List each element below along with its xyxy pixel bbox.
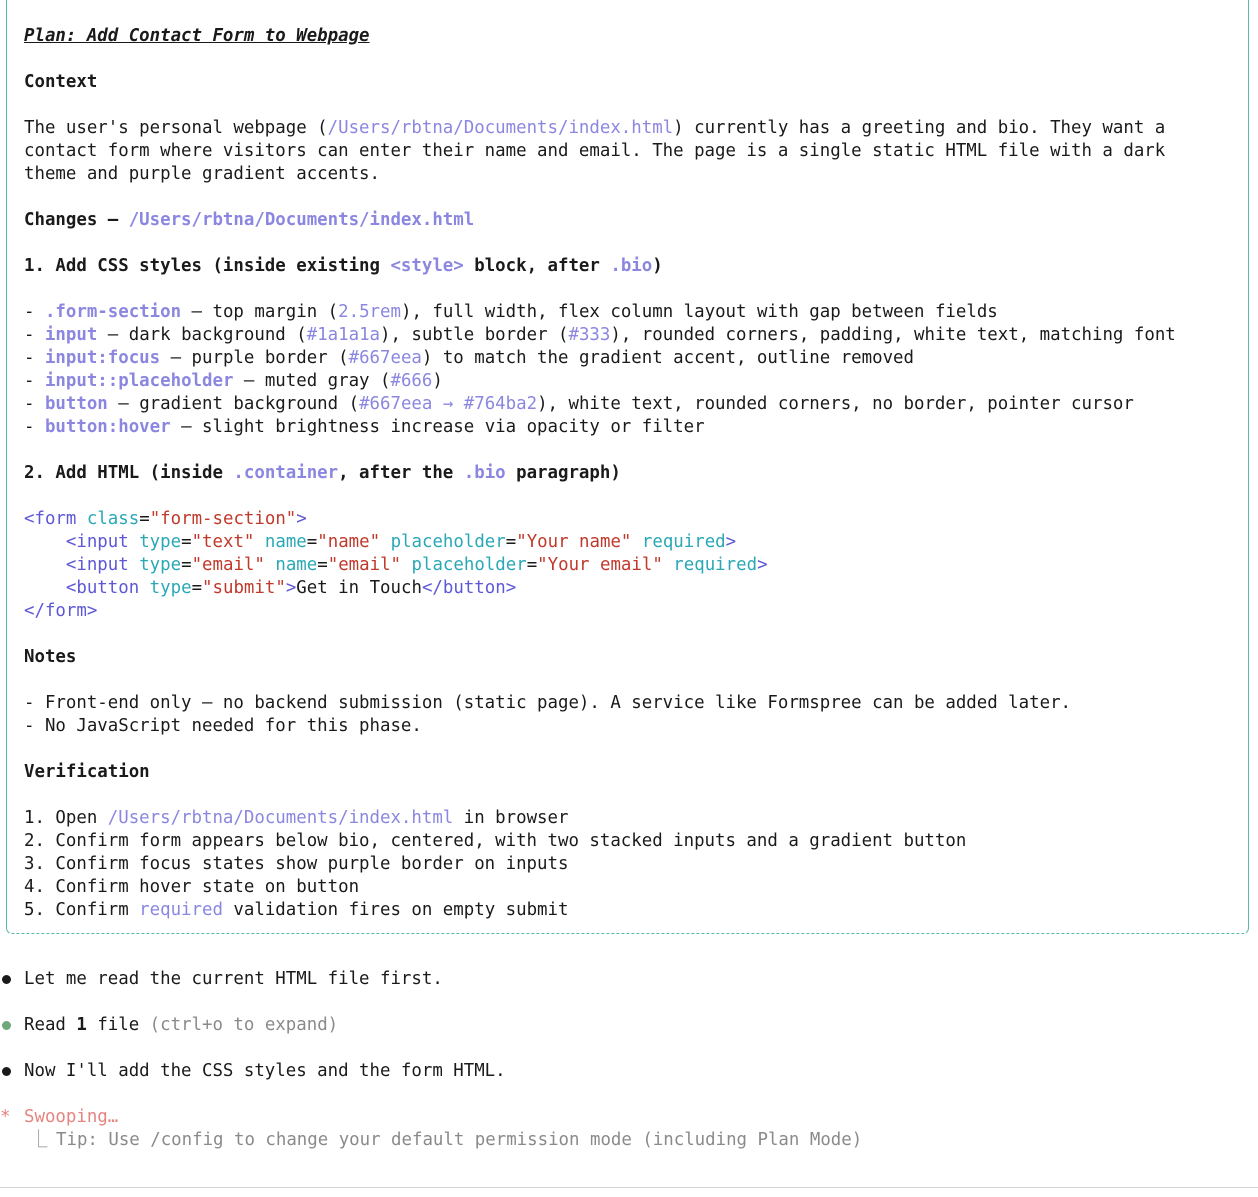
step1-code-bio: .bio (610, 256, 653, 276)
context-text: theme and purple gradient accents. (24, 164, 380, 184)
code-token (401, 555, 411, 575)
tip-text: Tip: Use /config to change your default permission mode (including Plan Mode) (56, 1130, 863, 1150)
tool-read-file[interactable] (24, 1014, 338, 1037)
code-token: "submit" (202, 578, 286, 598)
inline-code: #666 (390, 371, 433, 391)
inline-code: 2.5rem (338, 302, 401, 322)
rule-text: ), white text, rounded corners, no border, pointer cursor (537, 394, 1134, 414)
step2-text-b: , after the (338, 463, 464, 483)
code-token: "Your email" (537, 555, 663, 575)
rule-text: ), rounded corners, padding, white text, matching font (610, 325, 1176, 345)
verification-item (24, 876, 359, 899)
context-line (24, 163, 380, 186)
message-bullet-icon (2, 975, 11, 984)
code-token: required (673, 555, 758, 575)
code-token: </form> (24, 601, 98, 621)
step1-code-style: <style> (390, 256, 464, 276)
code-token: </button> (421, 578, 517, 598)
changes-path-link[interactable]: /Users/rbtna/Documents/index.html (128, 210, 475, 230)
verification-text: 4. Confirm hover state on button (24, 877, 360, 897)
css-rule-item (24, 324, 1176, 347)
step1-text-a: 1. Add CSS styles (inside existing (24, 256, 391, 276)
message-bullet-icon (2, 1067, 11, 1076)
css-selector: button:hover (44, 417, 171, 437)
code-token (663, 555, 673, 575)
plan-title: Plan: Add Contact Form to Webpage (24, 26, 370, 46)
code-token: > (285, 578, 297, 598)
css-rule-item (24, 301, 998, 324)
context-text: contact form where visitors can enter their name and email. The page is a single static HTML file with a dark (24, 141, 1166, 161)
note-text: - No JavaScript needed for this phase. (24, 716, 422, 736)
code-token: = (526, 555, 538, 575)
code-token (265, 555, 275, 575)
code-line (24, 577, 516, 600)
inline-code: #667eea → #764ba2 (359, 394, 538, 414)
changes-heading-label: Changes — (24, 210, 129, 230)
tool-success-bullet-icon (2, 1021, 11, 1030)
note-item (24, 692, 1071, 715)
context-text: The user's personal webpage ( (24, 118, 328, 138)
inline-code: #1a1a1a (306, 325, 381, 345)
rule-text: — top margin ( (181, 302, 339, 322)
rule-text: ) (432, 371, 443, 391)
rule-text: — slight brightness increase via opacity or filter (170, 417, 705, 437)
code-token (24, 532, 66, 552)
step2-heading (24, 462, 621, 485)
spinner-star-icon: * (0, 1107, 11, 1127)
step2-text-c: paragraph) (505, 463, 621, 483)
code-token: "email" (327, 555, 402, 575)
code-token: = (191, 578, 203, 598)
css-rule-item (24, 347, 914, 370)
code-token (631, 532, 641, 552)
code-token: name (275, 555, 318, 575)
css-selector: input::placeholder (44, 371, 234, 391)
code-line (24, 531, 736, 554)
list-dash: - (24, 348, 45, 368)
code-token: = (139, 509, 150, 529)
rule-text: — muted gray ( (233, 371, 391, 391)
step2-code-bio: .bio (463, 463, 506, 483)
verification-text: validation fires on empty submit (222, 900, 569, 920)
spinner-status: Swooping… (24, 1107, 119, 1127)
context-text: ) currently has a greeting and bio. They want a (673, 118, 1166, 138)
inline-code: #333 (568, 325, 611, 345)
inline-code: #667eea (348, 348, 422, 368)
css-rule-item (24, 370, 443, 393)
code-token: name (264, 532, 307, 552)
read-label: Read (24, 1015, 77, 1035)
expand-hint: (ctrl+o to expand) (149, 1015, 339, 1035)
code-token (129, 532, 139, 552)
read-count: 1 (76, 1015, 87, 1035)
code-token: "name" (317, 532, 381, 552)
verification-heading: Verification (24, 762, 150, 782)
rule-text: ), subtle border ( (380, 325, 569, 345)
inline-code[interactable]: /Users/rbtna/Documents/index.html (107, 808, 454, 828)
rule-text: — gradient background ( (107, 394, 360, 414)
code-token: type (139, 555, 182, 575)
list-dash: - (24, 325, 45, 345)
code-token: > (296, 509, 307, 529)
code-token: <button (65, 578, 140, 598)
rule-text: ) to match the gradient accent, outline removed (421, 348, 914, 368)
message-read-first: Let me read the current HTML file first. (24, 969, 443, 989)
code-token: > (757, 555, 768, 575)
css-rule-item (24, 393, 1134, 416)
code-token: = (317, 555, 328, 575)
verification-text: 2. Confirm form appears below bio, centered, with two stacked inputs and a gradient button (24, 831, 967, 851)
step1-text-c: ) (652, 256, 663, 276)
css-selector: .form-section (44, 302, 182, 322)
verification-item (24, 807, 568, 830)
code-token: = (181, 555, 192, 575)
verification-text: 5. Confirm (24, 900, 140, 920)
rule-text: ), full width, flex column layout with gap between fields (400, 302, 998, 322)
file-path-link[interactable]: /Users/rbtna/Documents/index.html (327, 118, 674, 138)
code-token: <input (65, 555, 129, 575)
code-token: placeholder (411, 555, 527, 575)
note-text: - Front-end only — no backend submission (static page). A service like Formspree can be added later. (24, 693, 1072, 713)
list-dash: - (24, 371, 45, 391)
code-token: class (86, 509, 140, 529)
message-now-add: Now I'll add the CSS styles and the form HTML. (24, 1061, 506, 1081)
verification-text: 1. Open (24, 808, 108, 828)
rule-text: — purple border ( (160, 348, 349, 368)
code-token (24, 555, 66, 575)
code-token (76, 509, 86, 529)
read-file-word: file (86, 1015, 150, 1035)
verification-item (24, 830, 966, 853)
context-line (24, 117, 1165, 140)
tip-corner-icon: ⎿ (30, 1130, 48, 1150)
code-token (24, 578, 66, 598)
list-dash: - (24, 302, 45, 322)
verification-item (24, 853, 568, 876)
code-token: "Your name" (516, 532, 632, 552)
code-token: required (641, 532, 726, 552)
list-dash: - (24, 417, 45, 437)
code-line (24, 508, 307, 531)
list-dash: - (24, 394, 45, 414)
code-token: <input (65, 532, 129, 552)
css-rule-item (24, 416, 705, 439)
note-item (24, 715, 422, 738)
code-token (129, 555, 139, 575)
css-selector: button (44, 394, 108, 414)
code-token: > (725, 532, 737, 552)
code-line (24, 554, 768, 577)
step2-code-container: .container (233, 463, 339, 483)
step2-text-a: 2. Add HTML (inside (24, 463, 234, 483)
code-token: <form (24, 509, 77, 529)
verification-item (24, 899, 568, 922)
code-token: = (505, 532, 517, 552)
rule-text: — dark background ( (97, 325, 307, 345)
code-token: "email" (191, 555, 265, 575)
context-heading: Context (24, 72, 98, 92)
code-token (254, 532, 264, 552)
input-divider (0, 1187, 1258, 1188)
code-token: = (181, 532, 192, 552)
code-token: "form-section" (149, 509, 297, 529)
code-token: = (306, 532, 318, 552)
changes-heading (24, 209, 474, 232)
context-line (24, 140, 1165, 163)
notes-heading: Notes (24, 647, 77, 667)
code-token: placeholder (390, 532, 506, 552)
css-selector: input (44, 325, 98, 345)
code-token: type (139, 532, 182, 552)
verification-text: in browser (453, 808, 569, 828)
code-token: Get in Touch (296, 578, 422, 598)
code-token (139, 578, 149, 598)
step1-text-b: block, after (463, 256, 611, 276)
step1-heading (24, 255, 663, 278)
code-line (24, 600, 97, 623)
code-token (380, 532, 390, 552)
verification-text: 3. Confirm focus states show purple border on inputs (24, 854, 569, 874)
css-selector: input:focus (44, 348, 161, 368)
inline-code: required (139, 900, 223, 920)
code-token: type (149, 578, 192, 598)
code-token: "text" (191, 532, 255, 552)
